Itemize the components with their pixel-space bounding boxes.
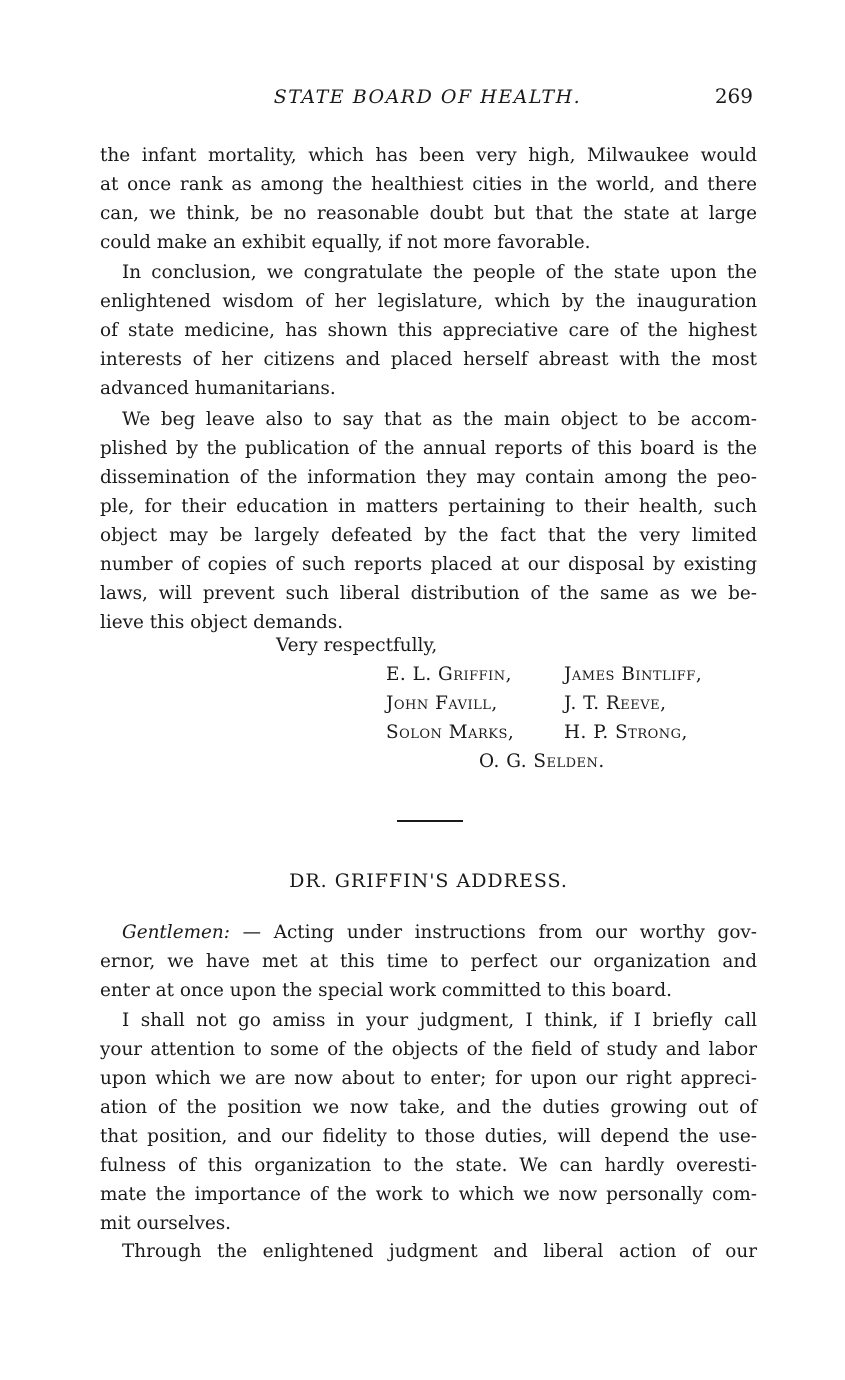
- text-line: I shall not go amiss in your judgment, I think, if I briefly call: [122, 1010, 757, 1031]
- text-line: could make an exhibit equally, if not more favorable.: [100, 232, 591, 253]
- text-line: mit ourselves.: [100, 1213, 232, 1234]
- running-head: [100, 84, 755, 114]
- text-line: at once rank as among the healthiest cities in the world, and there: [100, 174, 757, 195]
- text-line: lieve this object demands.: [100, 612, 344, 633]
- text-line: [100, 918, 757, 947]
- text-line: your attention to some of the objects of the field of study and labor: [100, 1039, 757, 1060]
- text-line: fulness of this organization to the state. We can hardly overesti-: [100, 1155, 757, 1176]
- text-line: that position, and our fidelity to those duties, will depend the use-: [100, 1126, 757, 1147]
- address-paragraph-2: [100, 1006, 757, 1238]
- address-paragraph-3: [100, 1237, 757, 1266]
- report-paragraph-3: [100, 405, 757, 637]
- text-line: plished by the publication of the annual reports of this board is the: [100, 438, 757, 459]
- signatory: Solon Marks,: [386, 722, 515, 743]
- text-line: can, we think, be no reasonable doubt but that the state at large: [100, 203, 757, 224]
- text-line: advanced humanitarians.: [100, 378, 336, 399]
- text-line: dissemination of the information they may contain among the peo-: [100, 467, 757, 488]
- text-line: the infant mortality, which has been very high, Milwaukee would: [100, 145, 757, 166]
- text-line: ation of the position we now take, and the duties growing out of: [100, 1097, 757, 1118]
- text-line: mate the importance of the work to which we now personally com-: [100, 1184, 757, 1205]
- text-line: We beg leave also to say that as the main object to be accom-: [122, 409, 757, 430]
- signatory: O. G. Selden.: [479, 751, 605, 772]
- section-divider: [397, 820, 463, 822]
- text-line: ple, for their education in matters pertaining to their health, such: [100, 496, 757, 517]
- text-line: enter at once upon the special work committed to this board.: [100, 980, 673, 1001]
- running-title: STATE BOARD OF HEALTH.: [273, 86, 582, 108]
- signatory: J. T. Reeve,: [564, 693, 667, 714]
- report-paragraph-2: [100, 258, 757, 403]
- signatory: James Bintliff,: [564, 664, 703, 685]
- signatory: H. P. Strong,: [564, 722, 688, 743]
- page-number: 269: [714, 84, 753, 108]
- report-paragraph-1: [100, 141, 757, 257]
- text-line: Through the enlightened judgment and liberal action of our: [122, 1241, 757, 1262]
- salutation-continuation: — Acting under instructions from our worthy gov-: [229, 922, 757, 943]
- salutation: Gentlemen:: [122, 922, 230, 943]
- closing-salutation: Very respectfully,: [276, 635, 438, 656]
- section-title: DR. GRIFFIN'S ADDRESS.: [289, 870, 568, 892]
- text-line: upon which we are now about to enter; for upon our right appreci-: [100, 1068, 757, 1089]
- signatory: E. L. Griffin,: [386, 664, 513, 685]
- text-line: object may be largely defeated by the fact that the very limited: [100, 525, 757, 546]
- signatory: John Favill,: [386, 693, 498, 714]
- text-line: ernor, we have met at this time to perfect our organization and: [100, 951, 757, 972]
- text-line: interests of her citizens and placed herself abreast with the most: [100, 349, 757, 370]
- text-line: number of copies of such reports placed at our disposal by existing: [100, 554, 757, 575]
- text-line: enlightened wisdom of her legislature, which by the inauguration: [100, 291, 757, 312]
- address-paragraph-1: [100, 918, 757, 1005]
- text-line: of state medicine, has shown this appreciative care of the highest: [100, 320, 757, 341]
- text-line: In conclusion, we congratulate the people of the state upon the: [122, 262, 757, 283]
- text-line: laws, will prevent such liberal distribution of the same as we be-: [100, 583, 757, 604]
